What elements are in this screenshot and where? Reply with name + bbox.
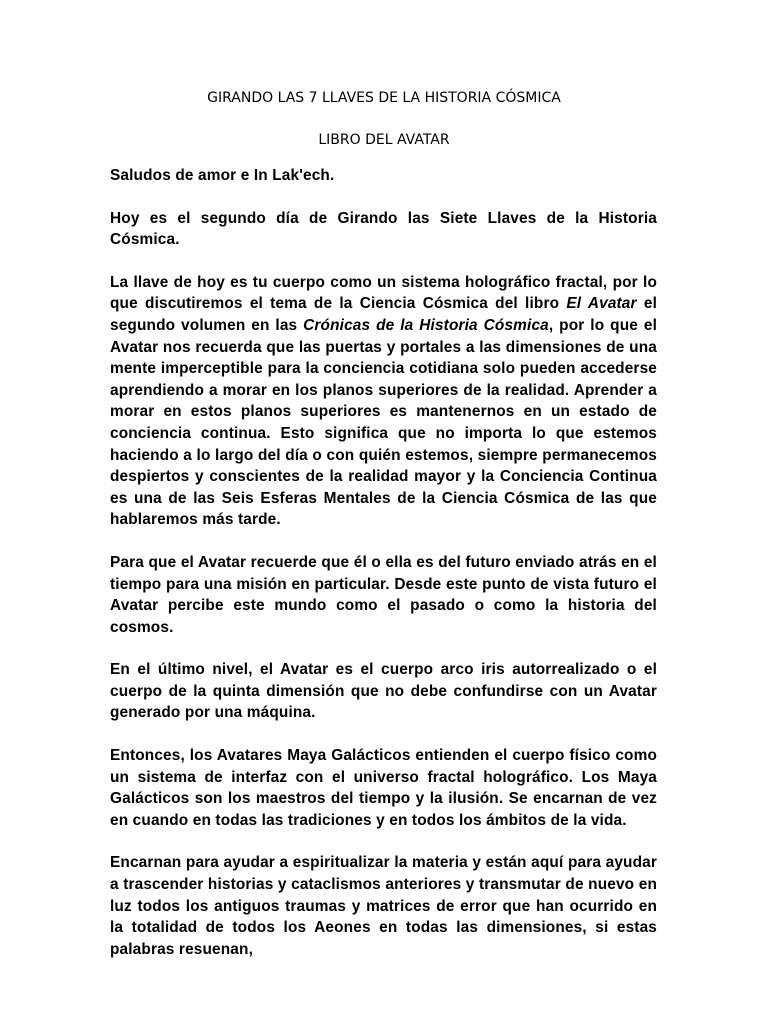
paragraph-greeting: Saludos de amor e In Lak'ech. [110,167,335,184]
paragraph-key [110,272,657,531]
book-title-el-avatar: El Avatar [566,295,637,313]
document-body [110,165,657,981]
paragraph-maya-galacticos: Entonces, los Avatares Maya Galácticos entienden el cuerpo físico como un sistema de interfaz con el universo fractal holográfico. Los Maya Galácticos son los maestros del tiempo y la ilusión. Se encarnan de vez en cuando en todas las tradiciones y en todos los ámbitos de la vida. [110,747,657,829]
series-title-cronicas: Crónicas de la Historia Cósmica [303,316,549,334]
paragraph-key-text-c: , por lo que el Avatar nos recuerda que las puertas y portales a las dimensiones de una mente imperceptible para la conciencia cotidiana solo pueden accederse aprendiendo a morar en los planos superiores de la realidad. Aprender a morar en estos planos superiores es mantenernos en un estado de conciencia continua. Esto significa que no importa lo que estemos haciendo a lo largo del día o con quién estemos, siempre permanecemos despiertos y conscientes de la realidad mayor y la Conciencia Continua es una de las Seis Esferas Mentales de la Ciencia Cósmica de las que hablaremos más tarde. [110,316,657,529]
document-subtitle: LIBRO DEL AVATAR [318,132,450,148]
paragraph-key-text-b: el segundo volumen en las [110,295,658,334]
paragraph-rainbow-body: En el último nivel, el Avatar es el cuerpo arco iris autorrealizado o el cuerpo de la quinta dimensión que no debe confundirse con un Avatar generado por una máquina. [110,661,657,722]
paragraph-encarnan: Encarnan para ayudar a espiritualizar la materia y están aquí para ayudar a trascender historias y cataclismos anteriores y transmutar de nuevo en luz todos los antiguos traumas y matrices de error que han ocurrido en la totalidad de todos los Aeones en todas las dimensiones, si estas palabras resuenan, [110,854,657,958]
paragraph-intro: Hoy es el segundo día de Girando las Siete Llaves de la Historia Cósmica. [110,209,657,249]
document-title: GIRANDO LAS 7 LLAVES DE LA HISTORIA CÓSMICA [207,90,561,106]
paragraph-key-text-a: La llave de hoy es tu cuerpo como un sistema holográfico fractal, por lo que discutiremos el tema de la Ciencia Cósmica del libro [110,273,657,313]
paragraph-future: Para que el Avatar recuerde que él o ella es del futuro enviado atrás en el tiempo para una misión en particular. Desde este punto de vista futuro el Avatar percibe este mundo como el pasado o como la historia del cosmos. [110,553,657,636]
